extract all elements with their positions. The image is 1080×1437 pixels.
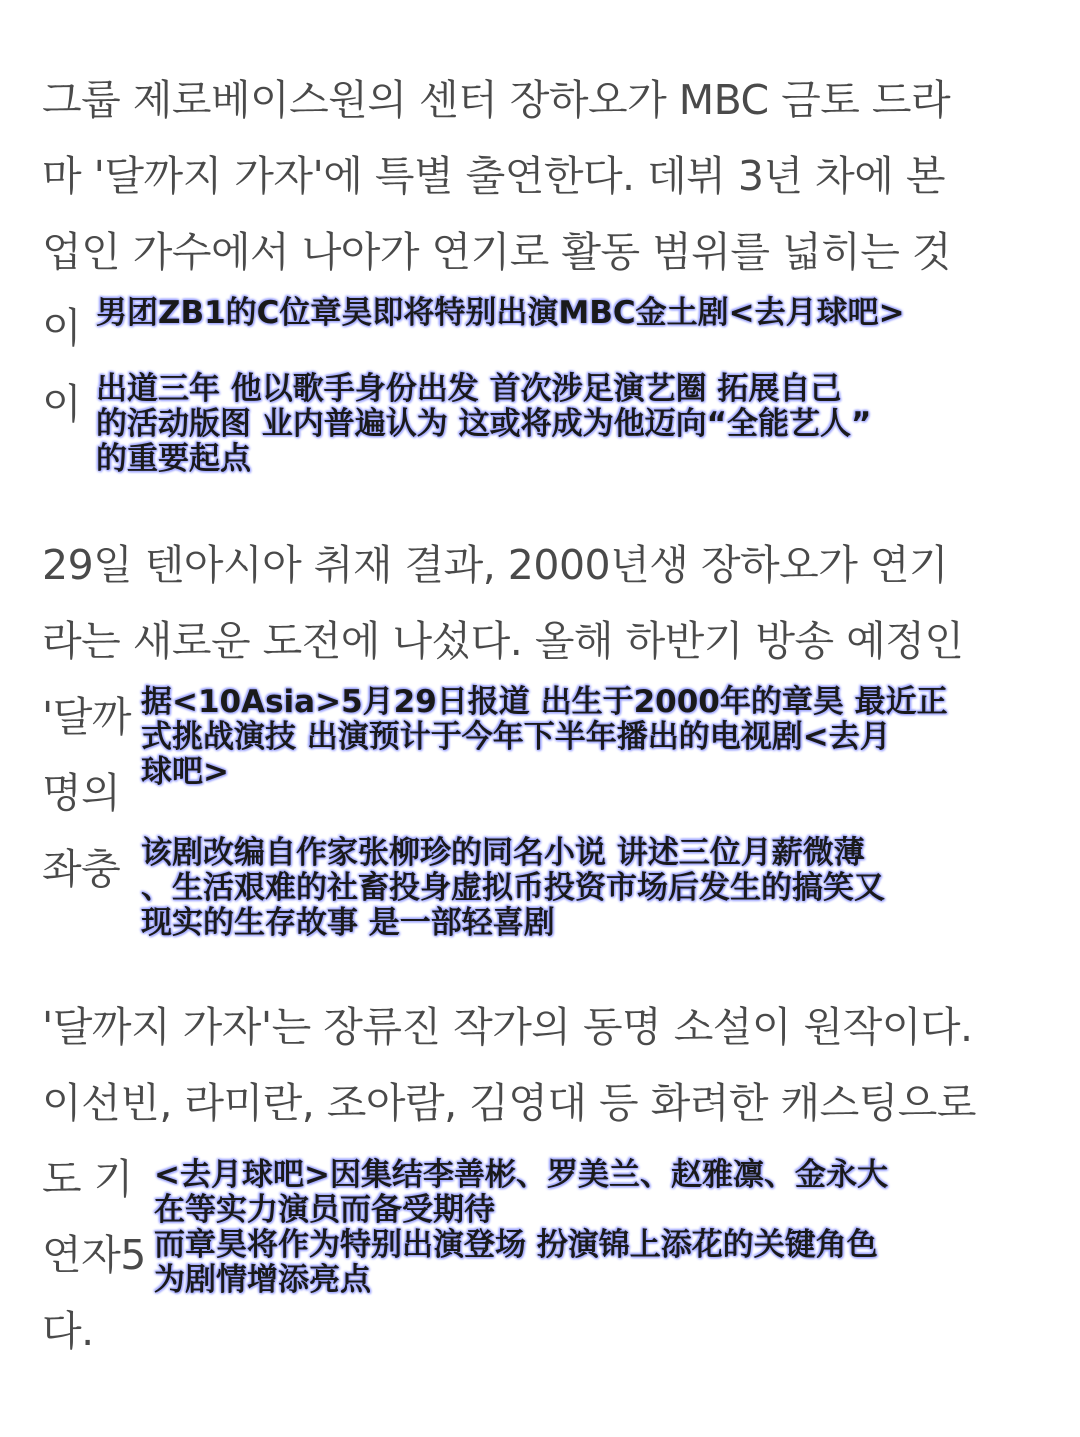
translation-caption (137, 836, 889, 947)
caption-line: 、生活艰难的社畜投身虚拟币投资市场后发生的搞笑又 (141, 870, 885, 906)
article-line: 마 '달까지 가자'에 특별 출연한다. 데뷔 3년 차에 본 (42, 152, 945, 200)
article-line: 이 (42, 304, 82, 352)
caption-line: 该剧改编自作家张柳珍的同名小说 讲述三位月薪微薄 (141, 835, 865, 871)
article-line: 좌충 (42, 845, 121, 893)
article-line: 업인 가수에서 나아가 연기로 활동 범위를 넓히는 것 (42, 228, 951, 276)
caption-line: <去月球吧>因集结李善彬、罗美兰、赵雅凛、金永大 (154, 1157, 888, 1193)
article-line: 그룹 제로베이스원의 센터 장하오가 MBC 금토 드라 (42, 76, 951, 124)
article-line: 29일 텐아시아 취재 결과, 2000년생 장하오가 연기 (42, 541, 949, 589)
article-line: 명의 (42, 769, 121, 817)
translation-caption (92, 372, 875, 483)
translation-caption (92, 294, 909, 335)
article-line: '달까 (42, 693, 131, 741)
caption-line: 而章昊将作为特别出演登场 扮演锦上添花的关键角色 (154, 1227, 878, 1263)
article-line: 도 기 (42, 1155, 133, 1203)
caption-line: 为剧情增添亮点 (154, 1262, 371, 1298)
caption-line: 球吧> (141, 754, 229, 790)
caption-line: 的重要起点 (96, 441, 251, 477)
caption-line: 男团ZB1的C位章昊即将特别出演MBC金土剧<去月球吧> (96, 295, 905, 331)
article-line: 다. (42, 1307, 94, 1355)
article-line: '달까지 가자'는 장류진 작가의 동명 소설이 원작이다. (42, 1003, 973, 1051)
caption-line: 现实的生存故事 是一部轻喜剧 (141, 905, 555, 941)
translation-caption (137, 685, 952, 796)
caption-line: 式挑战演技 出演预计于今年下半年播出的电视剧<去月 (141, 719, 891, 755)
caption-line: 据<10Asia>5月29日报道 出生于2000年的章昊 最近正 (141, 684, 948, 720)
article-line: 연자5 (42, 1231, 146, 1279)
caption-line: 在等实力演员而备受期待 (154, 1192, 495, 1228)
caption-line: 出道三年 他以歌手身份出发 首次涉足演艺圈 拓展自己 (96, 371, 842, 407)
article-line: 이 (42, 380, 82, 428)
article-line: 이선빈, 라미란, 조아람, 김영대 등 화려한 캐스팅으로 (42, 1079, 977, 1127)
caption-line: 的活动版图 业内普遍认为 这或将成为他迈向“全能艺人” (96, 406, 872, 442)
translation-caption (150, 1158, 892, 1304)
article-line: 라는 새로운 도전에 나섰다. 올해 하반기 방송 예정인 (42, 617, 964, 665)
